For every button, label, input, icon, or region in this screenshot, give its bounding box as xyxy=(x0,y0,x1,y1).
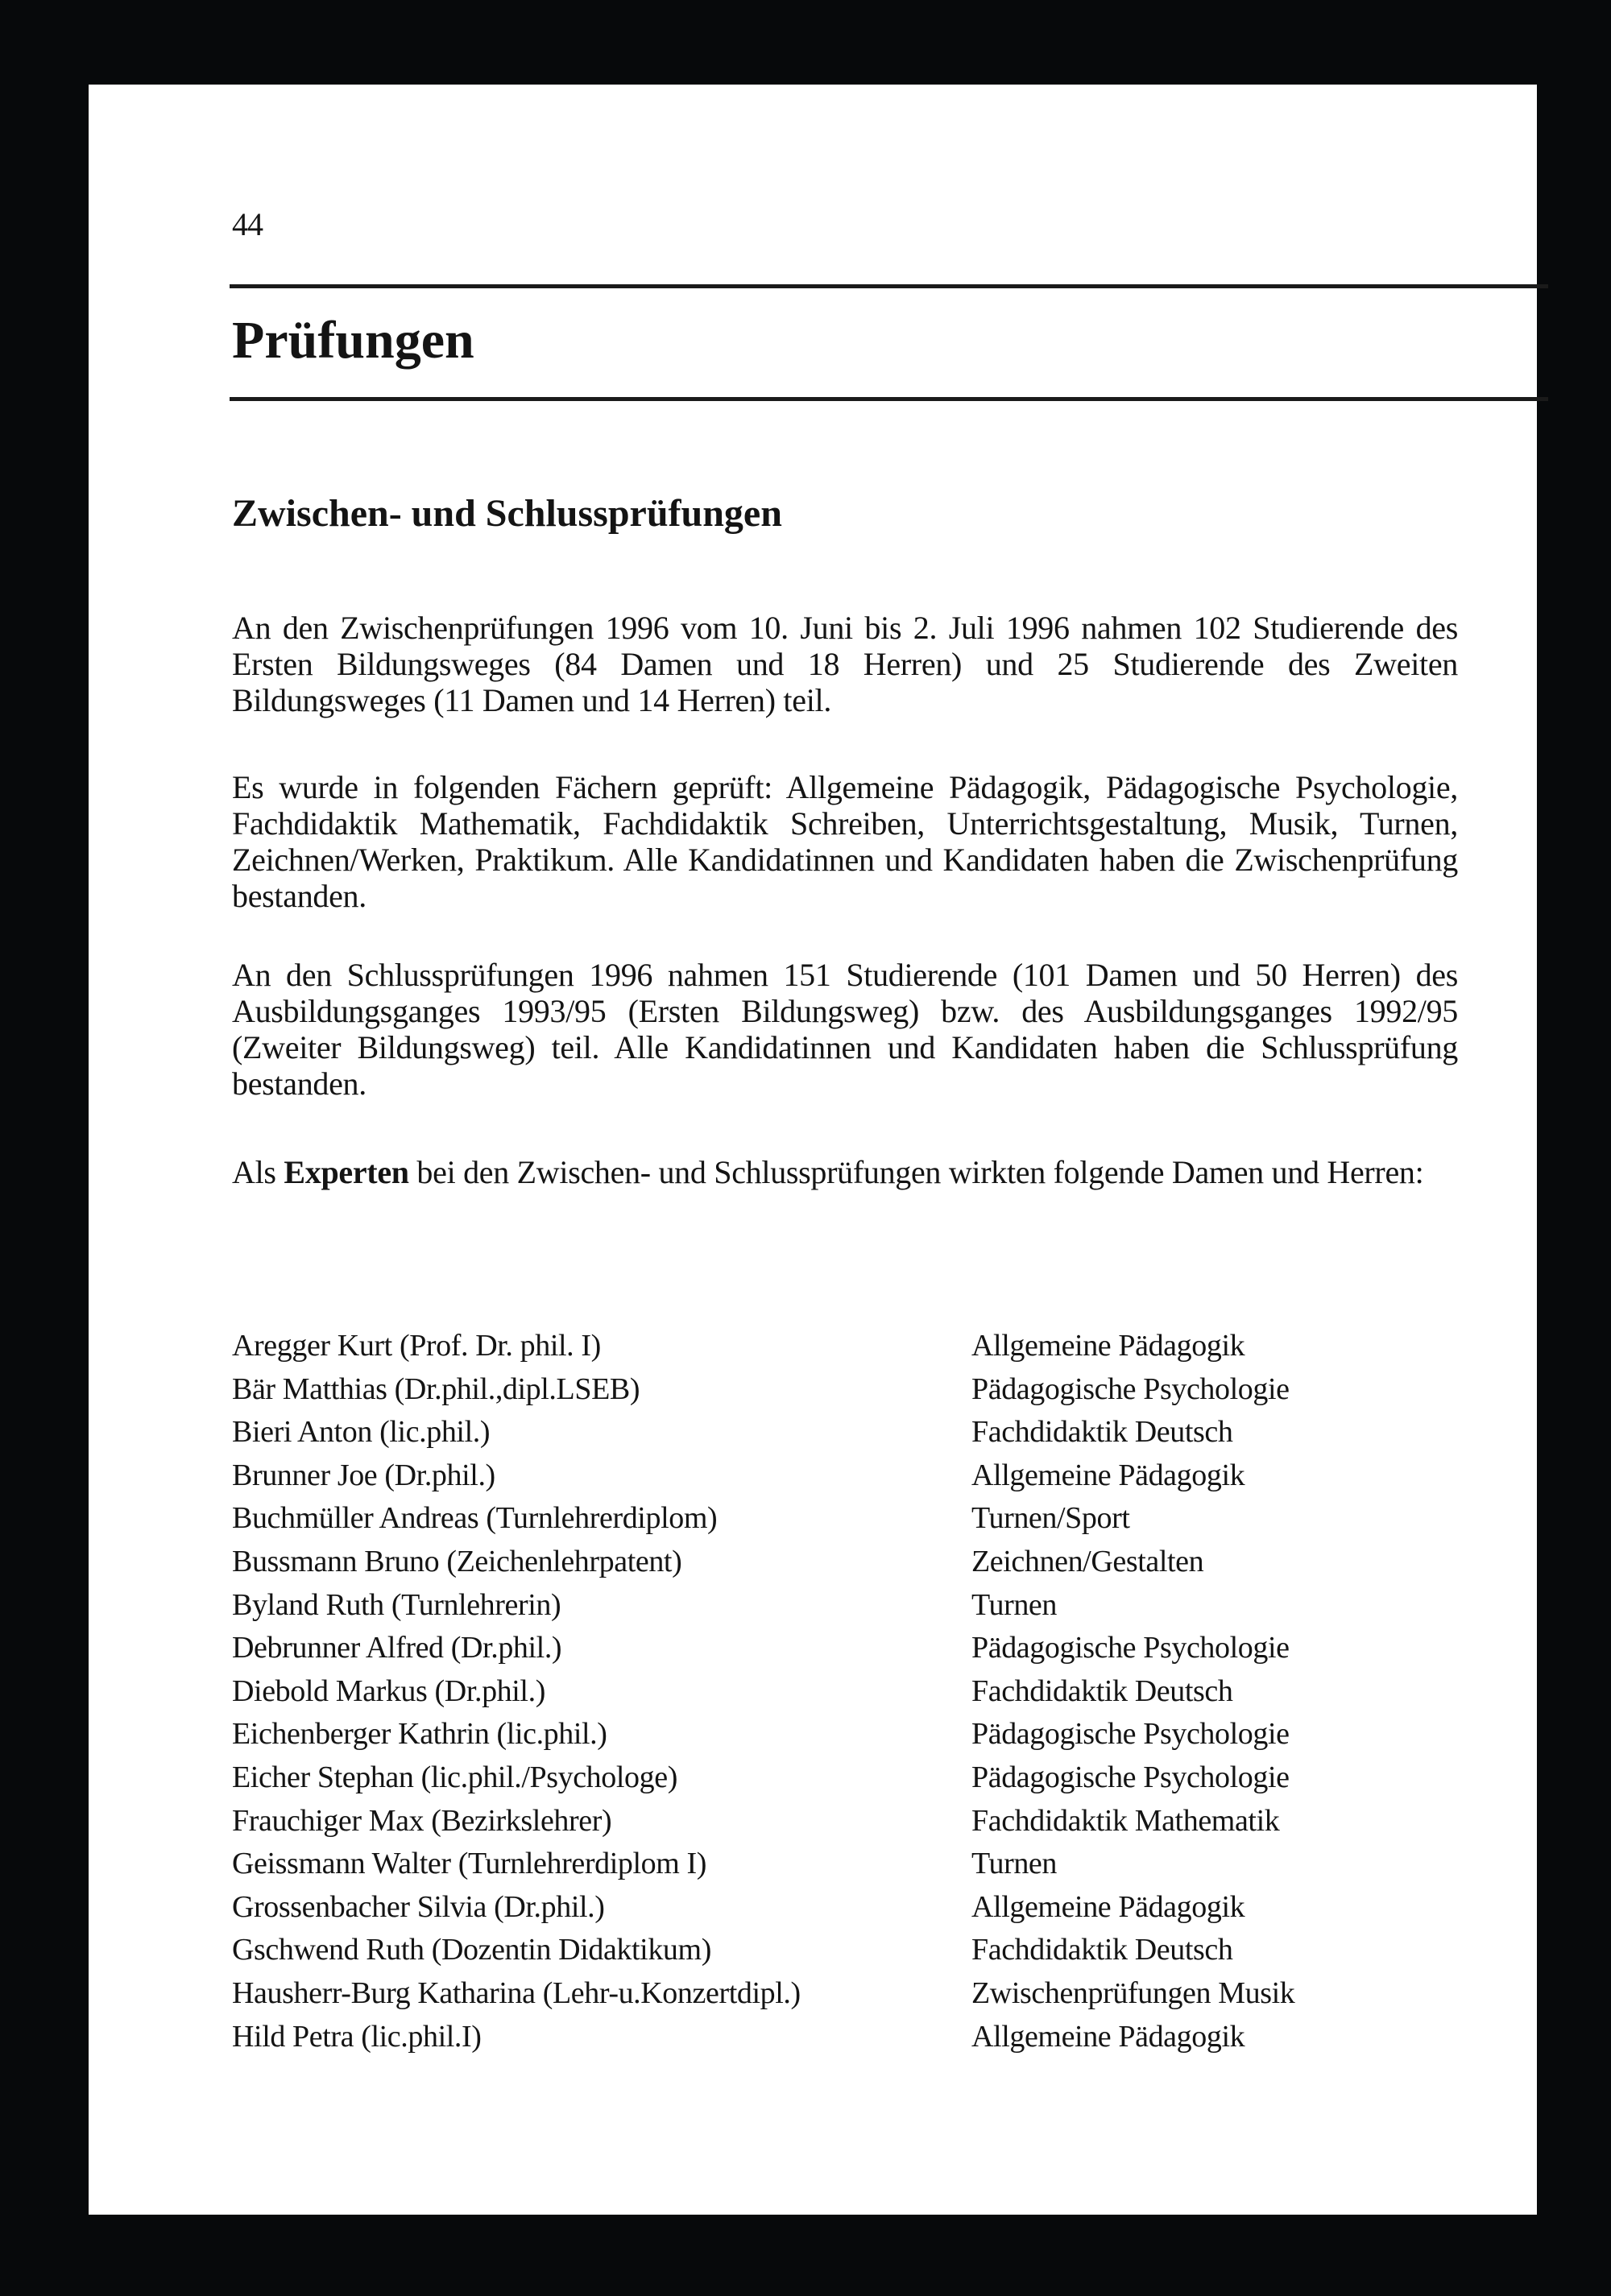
expert-name: Byland Ruth (Turnlehrerin) xyxy=(232,1587,561,1622)
expert-subject: Zwischenprüfungen Musik xyxy=(971,1975,1295,2010)
expert-name: Gschwend Ruth (Dozentin Didaktikum) xyxy=(232,1933,711,1967)
expert-row xyxy=(232,1886,1521,1930)
expert-subject: Fachdidaktik Mathematik xyxy=(971,1803,1280,1838)
expert-name: Grossenbacher Silvia (Dr.phil.) xyxy=(232,1889,605,1924)
expert-subject: Zeichnen/Gestalten xyxy=(971,1544,1204,1578)
expert-subject: Pädagogische Psychologie xyxy=(971,1631,1290,1665)
expert-subject: Allgemeine Pädagogik xyxy=(971,1329,1245,1363)
expert-name: Debrunner Alfred (Dr.phil.) xyxy=(232,1631,562,1665)
expert-row xyxy=(232,1713,1521,1756)
expert-row xyxy=(232,1411,1521,1454)
expert-name: Hausherr-Burg Katharina (Lehr-u.Konzertdipl.) xyxy=(232,1975,801,2010)
expert-row xyxy=(232,1627,1521,1670)
paragraph-final-exams: An den Schlussprüfungen 1996 nahmen 151 Studierende (101 Damen und 50 Herren) des Ausbildungsganges 1993/95 (Ersten Bildungsweg) bzw. des Ausbildungsganges 1992/95 (Zweiter Bildungsweg) teil. Alle Kandidatinnen und Kandidaten haben die Schlussprüfung bestanden. xyxy=(232,957,1458,1102)
expert-subject: Fachdidaktik Deutsch xyxy=(971,1415,1233,1450)
experts-list xyxy=(232,1325,1521,2058)
expert-row xyxy=(232,2016,1521,2059)
expert-row xyxy=(232,1756,1521,1800)
paragraph-experts-intro xyxy=(232,1154,1458,1190)
document-page xyxy=(89,85,1537,2215)
experts-intro-suffix: bei den Zwischen- und Schlussprüfungen wirkten folgende Damen und Herren: xyxy=(408,1154,1424,1190)
expert-name: Bussmann Bruno (Zeichenlehrpatent) xyxy=(232,1544,682,1578)
expert-row xyxy=(232,1670,1521,1714)
expert-row xyxy=(232,1584,1521,1628)
expert-subject: Fachdidaktik Deutsch xyxy=(971,1673,1233,1708)
expert-name: Frauchiger Max (Bezirkslehrer) xyxy=(232,1803,612,1838)
expert-name: Buchmüller Andreas (Turnlehrerdiplom) xyxy=(232,1501,718,1536)
expert-subject: Allgemeine Pädagogik xyxy=(971,1889,1245,1924)
expert-subject: Pädagogische Psychologie xyxy=(971,1371,1290,1406)
expert-subject: Allgemeine Pädagogik xyxy=(971,1458,1245,1492)
paragraph-exam-subjects: Es wurde in folgenden Fächern geprüft: Allgemeine Pädagogik, Pädagogische Psychologie, Fachdidaktik Mathematik, Fachdidaktik Schreiben, Unterrichtsgestaltung, Musik, Turnen, Zeichnen/Werken, Praktikum. Alle Kandidatinnen und Kandidaten haben die Zwischenprüfung bestanden. xyxy=(232,769,1458,914)
title-rule-bottom xyxy=(230,397,1548,401)
expert-row xyxy=(232,1325,1521,1368)
expert-subject: Turnen xyxy=(971,1587,1057,1622)
page-number: 44 xyxy=(232,206,263,242)
expert-name: Bär Matthias (Dr.phil.,dipl.LSEB) xyxy=(232,1371,640,1406)
experts-keyword: Experten xyxy=(284,1154,409,1190)
expert-subject: Pädagogische Psychologie xyxy=(971,1760,1290,1794)
paragraph-intermediate-exams: An den Zwischenprüfungen 1996 vom 10. Juni bis 2. Juli 1996 nahmen 102 Studierende des Ersten Bildungsweges (84 Damen und 18 Herren) und 25 Studierende des Zweiten Bildungsweges (11 Damen und 14 Herren) teil. xyxy=(232,610,1458,718)
expert-row xyxy=(232,1454,1521,1498)
expert-row xyxy=(232,1929,1521,1972)
expert-name: Aregger Kurt (Prof. Dr. phil. I) xyxy=(232,1329,601,1363)
expert-name: Eicher Stephan (lic.phil./Psychologe) xyxy=(232,1760,677,1794)
expert-subject: Allgemeine Pädagogik xyxy=(971,2019,1245,2054)
expert-subject: Turnen/Sport xyxy=(971,1501,1130,1536)
expert-row xyxy=(232,1800,1521,1843)
expert-row xyxy=(232,1972,1521,2016)
expert-name: Brunner Joe (Dr.phil.) xyxy=(232,1458,495,1492)
expert-name: Eichenberger Kathrin (lic.phil.) xyxy=(232,1717,607,1752)
experts-intro-prefix: Als xyxy=(232,1154,284,1190)
expert-name: Hild Petra (lic.phil.I) xyxy=(232,2019,482,2054)
chapter-title: Prüfungen xyxy=(232,311,474,370)
expert-row xyxy=(232,1843,1521,1886)
expert-row xyxy=(232,1497,1521,1541)
section-title: Zwischen- und Schlussprüfungen xyxy=(232,492,782,535)
expert-name: Geissmann Walter (Turnlehrerdiplom I) xyxy=(232,1847,706,1881)
expert-subject: Turnen xyxy=(971,1847,1057,1881)
title-rule-top xyxy=(230,284,1548,288)
expert-subject: Fachdidaktik Deutsch xyxy=(971,1933,1233,1967)
expert-subject: Pädagogische Psychologie xyxy=(971,1717,1290,1752)
expert-name: Bieri Anton (lic.phil.) xyxy=(232,1415,491,1450)
expert-name: Diebold Markus (Dr.phil.) xyxy=(232,1673,545,1708)
expert-row xyxy=(232,1368,1521,1412)
expert-row xyxy=(232,1541,1521,1584)
